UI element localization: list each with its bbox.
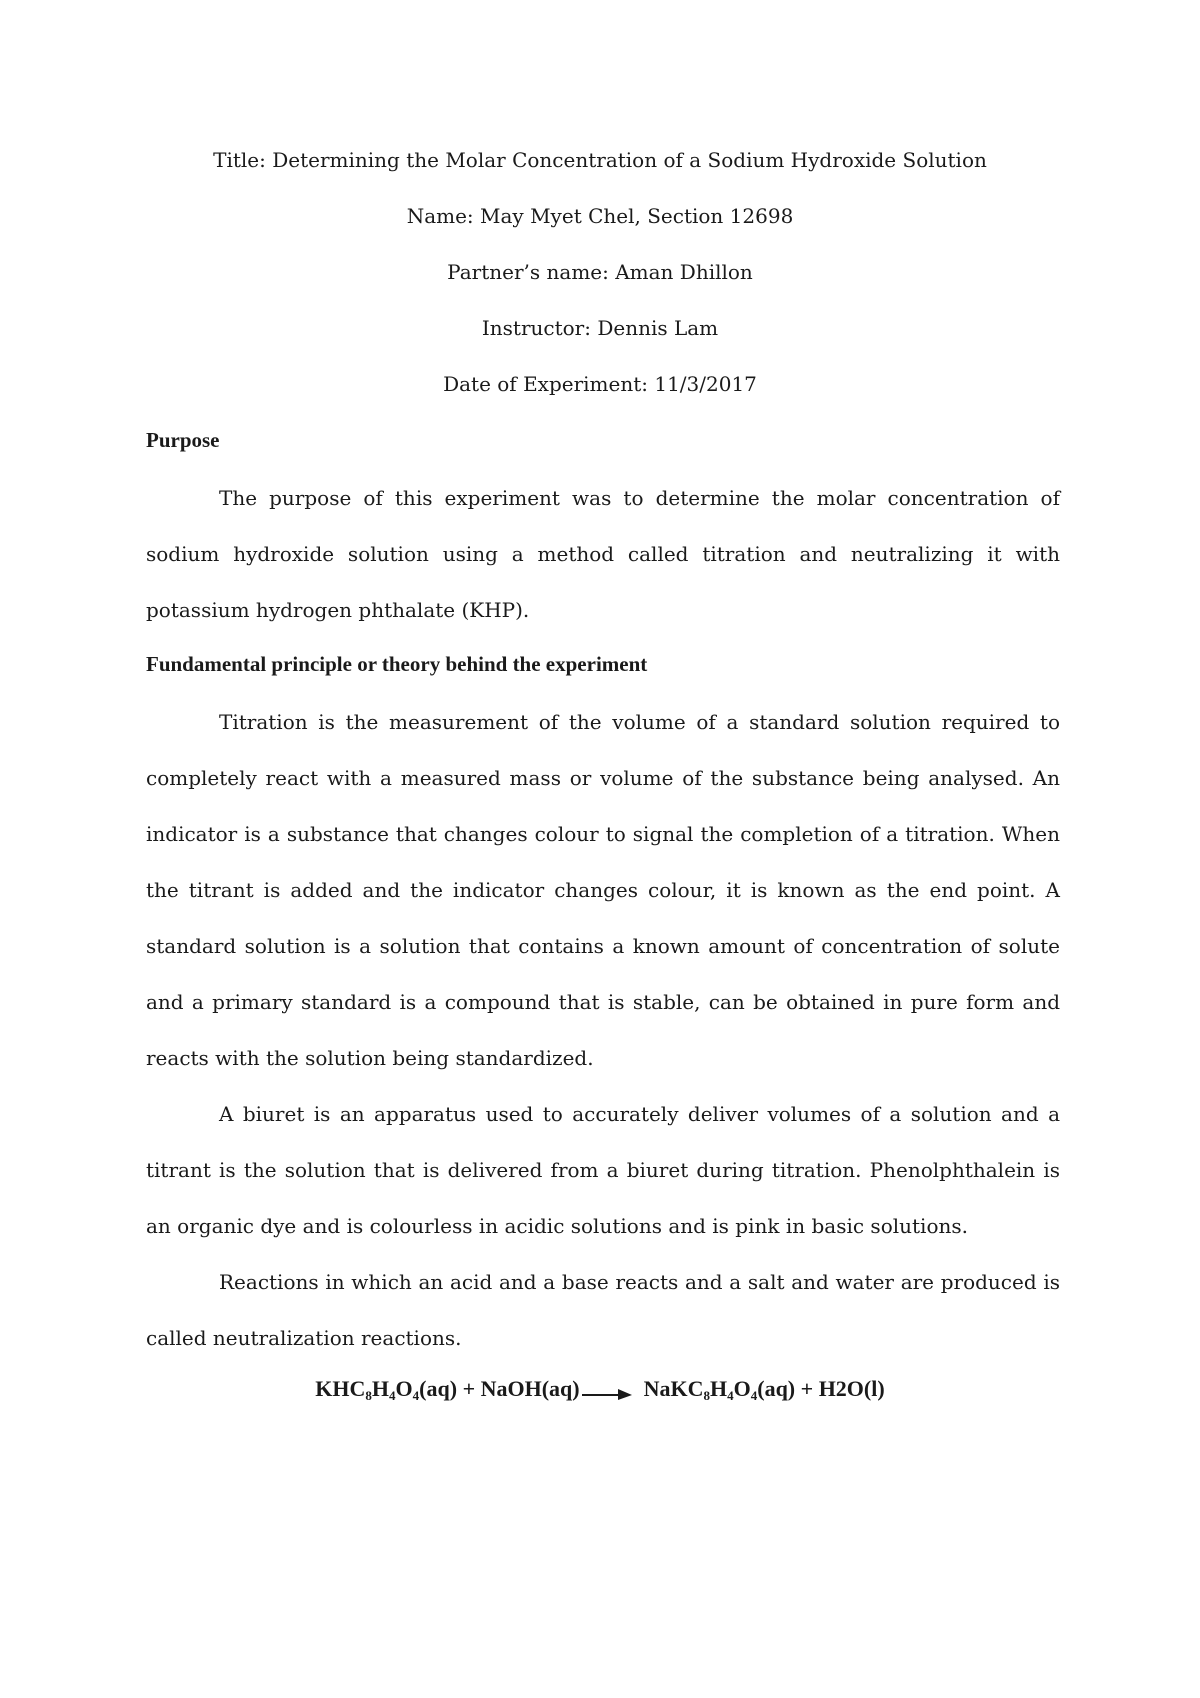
purpose-heading: Purpose [146, 428, 220, 452]
plus-sign: + [457, 1376, 481, 1401]
instructor-name: Instructor: Dennis Lam [481, 316, 719, 340]
author-name: Name: May Myet Chel, Section 12698 [406, 204, 794, 228]
purpose-paragraph: The purpose of this experiment was to determine the molar concentration of sodium hydroxide solution using a method called titration and neutralizing it with potassium hydrogen phthalate (KHP). [146, 486, 1060, 622]
product-water: H2O(l) [818, 1376, 885, 1401]
theory-paragraph-3: Reactions in which an acid and a base reacts and a salt and water are produced is called neutralization reactions. [146, 1270, 1060, 1350]
theory-heading: Fundamental principle or theory behind the experiment [146, 652, 648, 676]
reactant-khp: $KHC_8H_4O_4(aq)$ [315, 1376, 458, 1403]
partner-name: Partner’s name: Aman Dhillon [447, 260, 753, 284]
experiment-date: Date of Experiment: 11/3/2017 [443, 372, 757, 396]
chemical-equation [0, 1374, 1200, 1406]
reactant-naoh: NaOH(aq) [480, 1376, 580, 1401]
report-title: Title: Determining the Molar Concentration of a Sodium Hydroxide Solution [213, 148, 987, 172]
reaction-arrow-icon [582, 1378, 632, 1408]
theory-paragraph-1: Titration is the measurement of the volume of a standard solution required to completely react with a measured mass or volume of the substance being analysed. An indicator is a substance that changes colour to signal the completion of a titration. When the titrant is added and the indicator changes colour, it is known as the end point. A standard solution is a solution that contains a known amount of concentration of solute and a primary standard is a compound that is stable, can be obtained in pure form and reacts with the solution being standardized. [146, 710, 1060, 1070]
product-nakc: $NaKC_8H_4O_4(aq)$ [643, 1376, 796, 1403]
plus-sign: + [795, 1376, 819, 1401]
theory-paragraph-2: A biuret is an apparatus used to accurately deliver volumes of a solution and a titrant is the solution that is delivered from a biuret during titration. Phenolphthalein is an organic dye and is colourless in acidic solutions and is pink in basic solutions. [146, 1102, 1060, 1238]
